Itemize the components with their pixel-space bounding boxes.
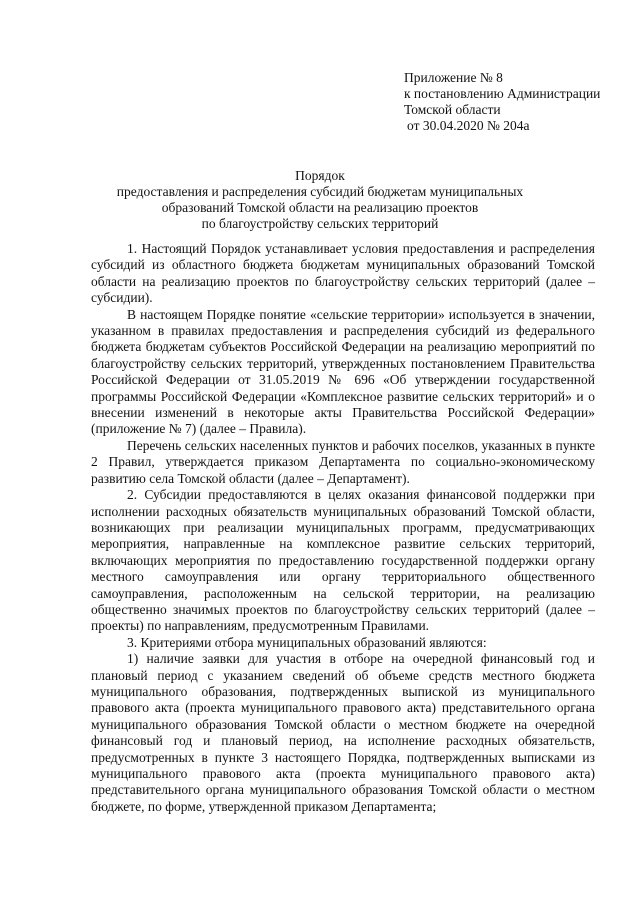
appendix-region: Томской области <box>404 102 501 117</box>
appendix-date: от 30.04.2020 № 204а <box>407 118 530 133</box>
paragraph-6: 1) наличие заявки для участия в отборе на очередной финансовый год и плановый период с указанием сведений об объеме средств местного бюджета муниципального образования, подтвержденных выпиской из муниципального правового акта (проекта муниципального правового акта) представительного органа муниципального образования Томской области о местном бюджете на очередной финансовый год и плановый период, на исполнение расходных обязательств, предусмотренных в пункте 3 настоящего Порядка, подтвержденных выписками из муниципального правового акта (проекта муниципального правового акта) представительного органа муниципального образования Томской области о местном бюджете, по форме, утвержденной приказом Департамента; <box>91 651 595 814</box>
title-line-2: образований Томской области на реализацию проектов <box>161 200 479 215</box>
document-title <box>90 168 550 232</box>
paragraph-2: В настоящем Порядке понятие «сельские территории» используется в значении, указанном в правилах предоставления и распределения субсидий из федерального бюджета бюджетам субъектов Российской Федерации на реализацию мероприятий по благоустройству сельских территорий, утвержденных постановлением Правительства Российской Федерации от 31.05.2019 № 696 «Об утверждении государственной программы Российской Федерации «Комплексное развитие сельских территорий» и о внесении изменений в некоторые акты Правительства Российской Федерации» (приложение № 7) (далее – Правила). <box>91 306 595 437</box>
appendix-resolution: к постановлению Администрации <box>404 86 601 101</box>
paragraph-3: Перечень сельских населенных пунктов и рабочих поселков, указанных в пункте 2 Правил, утверждается приказом Департамента по социально-экономическому развитию села Томской области (далее – Департамент). <box>91 437 595 486</box>
title-line-1: предоставления и распределения субсидий бюджетам муниципальных <box>116 184 524 199</box>
paragraph-1: 1. Настоящий Порядок устанавливает условия предоставления и распределения субсидий из областного бюджета бюджетам муниципальных образований Томской области на реализацию проектов по благоустройству сельских территорий (далее – субсидии). <box>91 241 595 306</box>
paragraph-4: 2. Субсидии предоставляются в целях оказания финансовой поддержки при исполнении расходных обязательств муниципальных образований Томской области, возникающих при реализации муниципальных программ, предусматривающих мероприятия, направленные на комплексное развитие сельских территорий, включающих мероприятия по предоставлению государственной поддержки органу местного самоуправления или органу территориального общественного самоуправления, расположенным на сельской территории, на реализацию общественно значимых проектов по благоустройству сельских территорий (далее – проекты) по направлениям, предусмотренным Правилами. <box>91 487 595 634</box>
appendix-block <box>404 70 624 134</box>
title-heading: Порядок <box>295 168 345 183</box>
paragraph-5: 3. Критериями отбора муниципальных образований являются: <box>127 634 487 650</box>
document-body <box>91 241 595 815</box>
appendix-number: Приложение № 8 <box>404 70 503 85</box>
title-line-3: по благоустройству сельских территорий <box>201 216 439 231</box>
